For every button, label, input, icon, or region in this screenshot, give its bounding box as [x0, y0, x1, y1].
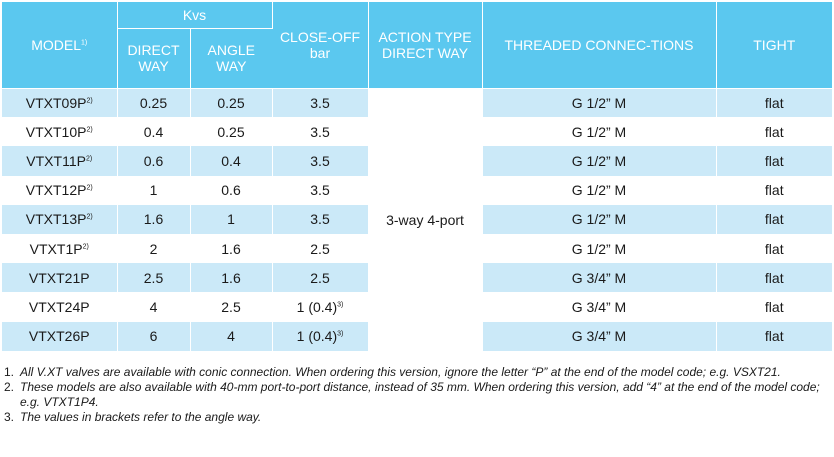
- cell-threaded: G 3/4” M: [482, 322, 716, 351]
- header-angle-way: ANGLE WAY: [190, 28, 272, 88]
- cell-tight: flat: [716, 263, 832, 292]
- cell-angle-way: 4: [190, 322, 272, 351]
- cell-threaded: G 1/2” M: [482, 176, 716, 205]
- valve-spec-table: [2, 2, 832, 351]
- cell-threaded: G 1/2” M: [482, 117, 716, 146]
- cell-threaded: G 1/2” M: [482, 88, 716, 117]
- cell-tight: flat: [716, 146, 832, 175]
- header-kvs: Kvs: [117, 2, 272, 28]
- cell-close-off: 1 $(0.4)^{3)}$: [272, 322, 368, 351]
- cell-direct-way: 2.5: [117, 263, 190, 292]
- cell-angle-way: 0.4: [190, 146, 272, 175]
- header-model-footnote: 1): [81, 39, 88, 47]
- footnote: [4, 380, 832, 410]
- cell-direct-way: 1: [117, 176, 190, 205]
- cell-angle-way: 1: [190, 205, 272, 234]
- cell-model: $VTXT1P^{2)}$: [2, 234, 117, 263]
- cell-direct-way: 0.25: [117, 88, 190, 117]
- footnote-text: These models are also available with 40-mm port-to-port distance, instead of 35 mm. When ordering this version, add “4” at the end of the model code; e.g. VTXT1P4.: [20, 379, 820, 409]
- cell-close-off: 1 $(0.4)^{3)}$: [272, 292, 368, 321]
- table-body: [2, 88, 832, 351]
- cell-threaded: G 1/2” M: [482, 146, 716, 175]
- cell-direct-way: 4: [117, 292, 190, 321]
- cell-close-off: 3.5: [272, 176, 368, 205]
- cell-angle-way: 0.25: [190, 117, 272, 146]
- header-row-top: [2, 2, 832, 28]
- header-model: [2, 2, 117, 88]
- cell-model: $VTXT12P^{2)}$: [2, 176, 117, 205]
- cell-close-off: 3.5: [272, 117, 368, 146]
- cell-threaded: G 1/2” M: [482, 234, 716, 263]
- cell-tight: flat: [716, 176, 832, 205]
- cell-angle-way: 1.6: [190, 263, 272, 292]
- header-action-type: ACTION TYPE DIRECT WAY: [368, 2, 482, 88]
- cell-model: $VTXT11P^{2)}$: [2, 146, 117, 175]
- cell-close-off: 3.5: [272, 146, 368, 175]
- cell-direct-way: 2: [117, 234, 190, 263]
- cell-direct-way: 6: [117, 322, 190, 351]
- header-threaded-connections: THREADED CONNEC-TIONS: [482, 2, 716, 88]
- footnote-number: 1.: [4, 364, 15, 379]
- footnote-text: The values in brackets refer to the angle way.: [20, 409, 262, 424]
- cell-angle-way: 0.6: [190, 176, 272, 205]
- footnote: [4, 365, 832, 380]
- cell-model: $VTXT10P^{2)}$: [2, 117, 117, 146]
- cell-close-off: 2.5: [272, 234, 368, 263]
- spec-sheet: [2, 2, 832, 425]
- footnote: [4, 410, 832, 425]
- footnote-number: 2.: [4, 379, 15, 394]
- cell-angle-way: 1.6: [190, 234, 272, 263]
- cell-direct-way: 1.6: [117, 205, 190, 234]
- footnotes: [2, 365, 832, 425]
- cell-tight: flat: [716, 292, 832, 321]
- cell-action-type: 3-way 4-port: [368, 88, 482, 351]
- cell-threaded: G 1/2” M: [482, 205, 716, 234]
- cell-direct-way: 0.4: [117, 117, 190, 146]
- cell-close-off: 2.5: [272, 263, 368, 292]
- cell-direct-way: 0.6: [117, 146, 190, 175]
- header-close-off: CLOSE-OFF bar: [272, 2, 368, 88]
- cell-model: VTXT26P: [2, 322, 117, 351]
- cell-close-off: 3.5: [272, 205, 368, 234]
- header-tight: TIGHT: [716, 2, 832, 88]
- cell-threaded: G 3/4” M: [482, 263, 716, 292]
- cell-angle-way: 2.5: [190, 292, 272, 321]
- footnote-text: All V.XT valves are available with conic connection. When ordering this version, ignore the letter “P” at the end of the model code; e.g. VSXT21.: [20, 364, 781, 379]
- cell-model: $VTXT09P^{2)}$: [2, 88, 117, 117]
- cell-tight: flat: [716, 117, 832, 146]
- cell-angle-way: 0.25: [190, 88, 272, 117]
- cell-threaded: G 3/4” M: [482, 292, 716, 321]
- footnote-number: 3.: [4, 409, 15, 424]
- cell-model: $VTXT13P^{2)}$: [2, 205, 117, 234]
- cell-close-off: 3.5: [272, 88, 368, 117]
- header-model-label: MODEL: [31, 36, 82, 53]
- cell-tight: flat: [716, 234, 832, 263]
- cell-tight: flat: [716, 88, 832, 117]
- table-row: [2, 88, 832, 117]
- cell-model: VTXT24P: [2, 292, 117, 321]
- cell-tight: flat: [716, 205, 832, 234]
- cell-tight: flat: [716, 322, 832, 351]
- header-direct-way: DIRECT WAY: [117, 28, 190, 88]
- cell-model: VTXT21P: [2, 263, 117, 292]
